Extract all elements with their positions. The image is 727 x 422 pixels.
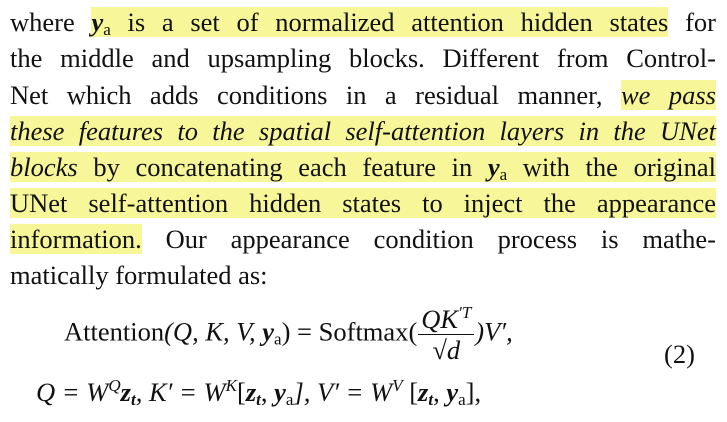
symbol-y: y xyxy=(274,377,286,407)
eq-text: ], xyxy=(465,377,482,407)
eq-text: QK xyxy=(421,304,459,334)
eq-text: ) = xyxy=(281,316,319,347)
eq-superscript: V xyxy=(392,376,403,395)
eq-bracket: [ xyxy=(236,377,246,407)
text-span: blocks xyxy=(10,152,78,182)
symbol-subscript: t xyxy=(130,390,136,409)
text-span: Our appearance condition process is mathe- xyxy=(141,224,716,254)
eq-superscript: K xyxy=(225,376,237,395)
eq-text: , xyxy=(433,377,447,407)
text-line-7 xyxy=(10,221,716,257)
highlight-span-1 xyxy=(91,7,668,37)
fraction xyxy=(418,304,474,365)
eq-text: Attention xyxy=(64,316,165,347)
fraction-numerator xyxy=(418,304,474,335)
text-span: by concatenating each feature in xyxy=(77,152,488,182)
text-line-1 xyxy=(10,4,716,40)
eq-text: , K′ = W xyxy=(135,377,226,407)
highlight-span-4 xyxy=(10,152,716,182)
eq-superscript: Q xyxy=(108,376,121,395)
text-span: where xyxy=(10,7,92,37)
highlight-span-3: these features to the spatial self-attention layers in the UNet xyxy=(10,116,716,146)
highlight-span-2: we pass xyxy=(620,80,716,110)
symbol-z: z xyxy=(120,377,131,407)
text-line-6 xyxy=(10,185,716,221)
symbol-y: y xyxy=(487,152,500,182)
text-line-8 xyxy=(10,257,716,293)
text-span: matically formulated as: xyxy=(10,260,268,290)
highlight-span-6: information. xyxy=(10,224,142,254)
eq-text: ], V′ = W xyxy=(293,377,393,407)
symbol-z: z xyxy=(418,377,429,407)
symbol-subscript: a xyxy=(285,390,294,409)
eq-text: Q = W xyxy=(36,377,109,407)
symbol-z: z xyxy=(245,377,257,407)
text-span: with the original xyxy=(507,152,716,182)
equation-number: (2) xyxy=(664,339,695,369)
equation-attention xyxy=(64,304,513,365)
eq-paren: ( xyxy=(408,316,418,347)
symbol-subscript: t xyxy=(428,390,434,409)
text-line-2 xyxy=(10,40,716,76)
highlight-span-5: UNet self-attention hidden states to inject the appearance xyxy=(10,188,716,218)
symbol-subscript: a xyxy=(274,329,282,349)
eq-args: (Q, K, V, xyxy=(164,316,263,347)
equation-projections xyxy=(36,374,481,410)
text-span: is a set of normalized attention hidden states xyxy=(110,7,669,37)
symbol-subscript: a xyxy=(458,390,466,409)
text-span: for xyxy=(668,7,716,37)
symbol-subscript: t xyxy=(256,390,261,409)
symbol-subscript: a xyxy=(103,20,111,39)
fraction-denominator: √d xyxy=(432,335,461,365)
text-line-4 xyxy=(10,113,716,149)
symbol-subscript: a xyxy=(499,165,508,184)
text-span: Net which adds conditions in a residual manner, xyxy=(10,80,621,110)
eq-superscript: ′T xyxy=(458,303,472,322)
symbol-y: y xyxy=(91,7,104,37)
eq-bracket: [ xyxy=(402,377,419,407)
symbol-y: y xyxy=(446,377,459,407)
symbol-y: y xyxy=(262,316,275,347)
eq-text: )V′, xyxy=(475,316,513,347)
text-line-3 xyxy=(10,77,716,113)
eq-text: , xyxy=(260,377,275,407)
text-line-5 xyxy=(10,149,716,185)
eq-text: Softmax xyxy=(318,316,409,347)
text-span: the middle and upsampling blocks. Different from Control- xyxy=(10,43,716,73)
